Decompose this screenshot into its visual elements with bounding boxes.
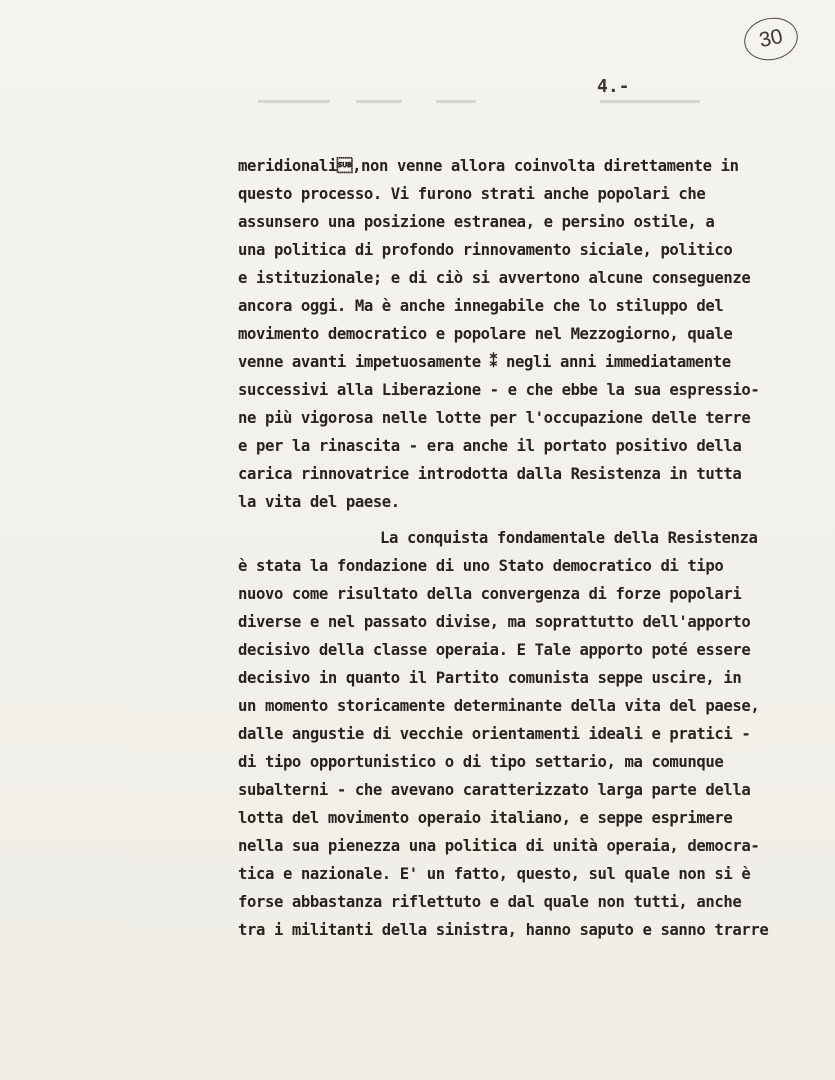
- text-line: successivi alla Liberazione - e che ebbe la sua espressio-: [238, 381, 760, 399]
- text-line: carica rinnovatrice introdotta dalla Resistenza in tutta: [238, 465, 742, 483]
- text-line: venne avanti impetuosamente ⁑ negli anni immediatamente: [238, 353, 731, 371]
- text-line: forse abbastanza riflettuto e dal quale non tutti, anche: [238, 893, 742, 911]
- text-line: ancora oggi. Ma è anche innegabile che lo stiluppo del: [238, 297, 724, 315]
- text-line: di tipo opportunistico o di tipo settario, ma comunque: [238, 753, 724, 771]
- text-line: meridionali,non venne allora coinvolta direttamente in: [238, 157, 739, 175]
- text-line: diverse e nel passato divise, ma soprattutto dell'apporto: [238, 613, 751, 631]
- text-line: dalle angustie di vecchie orientamenti ideali e pratici -: [238, 725, 751, 743]
- text-line: ne più vigorosa nelle lotte per l'occupazione delle terre: [238, 409, 751, 427]
- scan-smudge: [600, 100, 700, 103]
- text-line: subalterni - che avevano caratterizzato larga parte della: [238, 781, 751, 799]
- text-line: questo processo. Vi furono strati anche popolari che: [238, 185, 706, 203]
- body-text: [238, 152, 828, 944]
- text-line: è stata la fondazione di uno Stato democratico di tipo: [238, 557, 724, 575]
- scan-smudge: [258, 100, 330, 103]
- text-line: la vita del paese.: [238, 493, 400, 511]
- text-line: assunsero una posizione estranea, e persino ostile, a: [238, 213, 715, 231]
- text-line: lotta del movimento operaio italiano, e seppe esprimere: [238, 809, 733, 827]
- text-line: tica e nazionale. E' un fatto, questo, sul quale non si è: [238, 865, 751, 883]
- stamp-number: 30: [757, 24, 785, 53]
- text-line: decisivo della classe operaia. E Tale apporto poté essere: [238, 641, 751, 659]
- circled-page-stamp: [740, 13, 802, 65]
- scan-smudge: [356, 100, 402, 103]
- text-line: decisivo in quanto il Partito comunista seppe uscire, in: [238, 669, 742, 687]
- text-line: e per la rinascita - era anche il portato positivo della: [238, 437, 742, 455]
- text-line: tra i militanti della sinistra, hanno saputo e sanno trarre: [238, 921, 769, 939]
- text-line: una politica di profondo rinnovamento siciale, politico: [238, 241, 733, 259]
- page-number: 4.-: [597, 76, 630, 97]
- text-line: e istituzionale; e di ciò si avvertono alcune conseguenze: [238, 269, 751, 287]
- text-line: un momento storicamente determinante della vita del paese,: [238, 697, 760, 715]
- text-line: movimento democratico e popolare nel Mezzogiorno, quale: [238, 325, 733, 343]
- scan-smudge: [436, 100, 476, 103]
- text-line: nuovo come risultato della convergenza di forze popolari: [238, 585, 742, 603]
- text-line: nella sua pienezza una politica di unità operaia, democra-: [238, 837, 760, 855]
- paragraph-start-line: La conquista fondamentale della Resistenza: [380, 529, 758, 547]
